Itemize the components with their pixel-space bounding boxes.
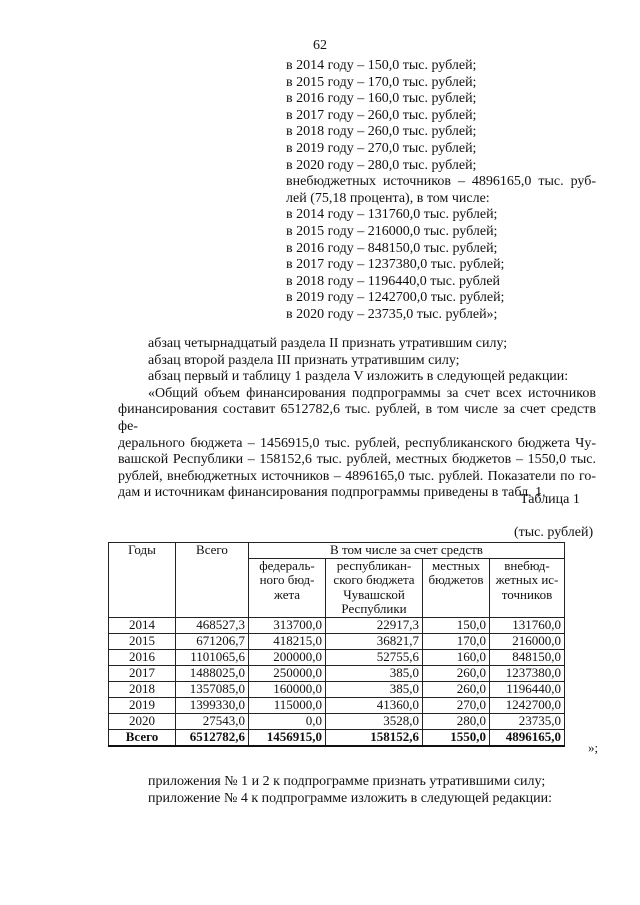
paragraph: абзац первый и таблицу 1 раздела V изложить в следующей редакции: — [148, 369, 569, 385]
table-cell: 2019 — [109, 697, 176, 713]
table-cell: 1196440,0 — [490, 681, 565, 697]
table-cell: 4896165,0 — [490, 729, 565, 746]
header-line: внебюд- — [504, 557, 550, 573]
table-cell: 1550,0 — [423, 729, 490, 746]
list-line: в 2020 году – 23735,0 тыс. рублей»; — [286, 306, 498, 322]
list-line: в 2019 году – 1242700,0 тыс. рублей; — [286, 290, 505, 306]
paragraph: абзац второй раздела III признать утратившим силу; — [148, 352, 460, 368]
list-line: в 2019 году – 270,0 тыс. рублей; — [286, 140, 477, 156]
table-cell: 260,0 — [423, 665, 490, 681]
quote-line: «Общий объем финансирования подпрограммы за счет всех источников — [148, 385, 596, 401]
table-cell: 1101065,6 — [176, 649, 249, 665]
column-header-offbudget — [490, 558, 565, 617]
table-cell: 1242700,0 — [490, 697, 565, 713]
table-cell: 160000,0 — [249, 681, 326, 697]
list-line: в 2015 году – 170,0 тыс. рублей; — [286, 74, 477, 90]
quote-line: дам и источникам финансирования подпрограммы приведены в табл. 1. — [118, 485, 546, 501]
header-line: ного бюд- — [259, 572, 315, 587]
table-cell: Всего — [109, 729, 176, 746]
table-cell: 115000,0 — [249, 697, 326, 713]
table-row — [109, 681, 565, 697]
funding-list — [286, 58, 596, 324]
header-line: Чувашской — [343, 586, 405, 602]
table-cell: 1399330,0 — [176, 697, 249, 713]
table-cell: 52755,6 — [326, 649, 423, 665]
list-line: лей (75,18 процента), в том числе: — [286, 190, 490, 206]
table-cell: 2017 — [109, 665, 176, 681]
table-cell: 150,0 — [423, 617, 490, 633]
header-line: жета — [273, 586, 301, 602]
header-line: жетных ис- — [495, 572, 559, 587]
quote-close: »; — [588, 740, 599, 755]
quote-line: вашской Республики – 158152,6 тыс. рублей, местных бюджетов – 1550,0 тыс. — [118, 452, 596, 468]
table-caption: Таблица 1 — [520, 492, 580, 507]
header-line: местных — [432, 557, 480, 573]
table-cell: 1357085,0 — [176, 681, 249, 697]
table-cell: 2020 — [109, 713, 176, 729]
column-group-header: В том числе за счет средств — [249, 543, 565, 559]
header-line: Республики — [341, 601, 407, 616]
financing-table — [108, 542, 565, 747]
paragraph: приложение № 4 к подпрограмме изложить в следующей редакции: — [148, 790, 553, 806]
header-line: федераль- — [259, 557, 315, 573]
table-row — [109, 713, 565, 729]
table-cell: 36821,7 — [326, 633, 423, 649]
quote-line: финансирования составит 6512782,6 тыс. рублей, в том числе за счет средств фе- — [118, 402, 596, 434]
table-cell: 270,0 — [423, 697, 490, 713]
column-header-local — [423, 558, 490, 617]
table-cell: 468527,3 — [176, 617, 249, 633]
table-total-row — [109, 729, 565, 746]
list-line: в 2015 году – 216000,0 тыс. рублей; — [286, 223, 498, 239]
table-cell: 260,0 — [423, 681, 490, 697]
paragraph: приложения № 1 и 2 к подпрограмме признать утратившими силу; — [148, 774, 546, 789]
table-cell: 313700,0 — [249, 617, 326, 633]
table-cell: 848150,0 — [490, 649, 565, 665]
table-cell: 6512782,6 — [176, 729, 249, 746]
list-line: в 2017 году – 1237380,0 тыс. рублей; — [286, 257, 505, 273]
table-cell: 22917,3 — [326, 617, 423, 633]
table-cell: 131760,0 — [490, 617, 565, 633]
table-cell: 1456915,0 — [249, 729, 326, 746]
table-cell: 158152,6 — [326, 729, 423, 746]
table-cell: 2018 — [109, 681, 176, 697]
table-cell: 1488025,0 — [176, 665, 249, 681]
table-row — [109, 649, 565, 665]
header-line: точников — [501, 586, 553, 602]
table-cell: 0,0 — [249, 713, 326, 729]
quote-line: рублей, внебюджетных источников – 4896165,0 тыс. рублей. Показатели по го- — [118, 468, 596, 484]
table-cell: 41360,0 — [326, 697, 423, 713]
table-cell: 2014 — [109, 617, 176, 633]
table-cell: 170,0 — [423, 633, 490, 649]
list-line: в 2016 году – 160,0 тыс. рублей; — [286, 91, 477, 107]
table-cell: 27543,0 — [176, 713, 249, 729]
table-cell: 160,0 — [423, 649, 490, 665]
table-cell: 2015 — [109, 633, 176, 649]
quote-paragraph — [118, 386, 596, 502]
page-number: 62 — [313, 38, 327, 53]
list-line: в 2014 году – 131760,0 тыс. рублей; — [286, 207, 498, 223]
table-units: (тыс. рублей) — [514, 525, 594, 540]
column-header-total: Всего — [176, 543, 249, 618]
column-header-republican — [326, 558, 423, 617]
list-line: в 2017 году – 260,0 тыс. рублей; — [286, 107, 477, 123]
paragraph: абзац четырнадцатый раздела II признать утратившим силу; — [148, 336, 508, 351]
table-cell: 671206,7 — [176, 633, 249, 649]
list-line: внебюджетных источников – 4896165,0 тыс. руб- — [286, 174, 596, 190]
table-row — [109, 633, 565, 649]
list-line: в 2014 году – 150,0 тыс. рублей; — [286, 58, 477, 73]
list-line: в 2018 году – 1196440,0 тыс. рублей — [286, 273, 501, 289]
table-cell: 418215,0 — [249, 633, 326, 649]
table-cell: 23735,0 — [490, 713, 565, 729]
table-row — [109, 617, 565, 633]
table-cell: 385,0 — [326, 681, 423, 697]
table-cell: 216000,0 — [490, 633, 565, 649]
list-line: в 2018 году – 260,0 тыс. рублей; — [286, 124, 477, 140]
table-cell: 200000,0 — [249, 649, 326, 665]
table-cell: 385,0 — [326, 665, 423, 681]
table-cell: 2016 — [109, 649, 176, 665]
table-cell: 1237380,0 — [490, 665, 565, 681]
header-line: ского бюджета — [333, 572, 415, 587]
column-header-federal — [249, 558, 326, 617]
list-line: в 2016 году – 848150,0 тыс. рублей; — [286, 240, 498, 256]
table-row — [109, 665, 565, 681]
header-line: республикан- — [336, 557, 412, 573]
list-line: в 2020 году – 280,0 тыс. рублей; — [286, 157, 477, 173]
table-cell: 280,0 — [423, 713, 490, 729]
table-row — [109, 697, 565, 713]
header-line: бюджетов — [428, 572, 484, 587]
table-cell: 250000,0 — [249, 665, 326, 681]
table-cell: 3528,0 — [326, 713, 423, 729]
quote-line: дерального бюджета – 1456915,0 тыс. рублей, республиканского бюджета Чу- — [118, 435, 596, 451]
column-header-years: Годы — [109, 543, 176, 618]
